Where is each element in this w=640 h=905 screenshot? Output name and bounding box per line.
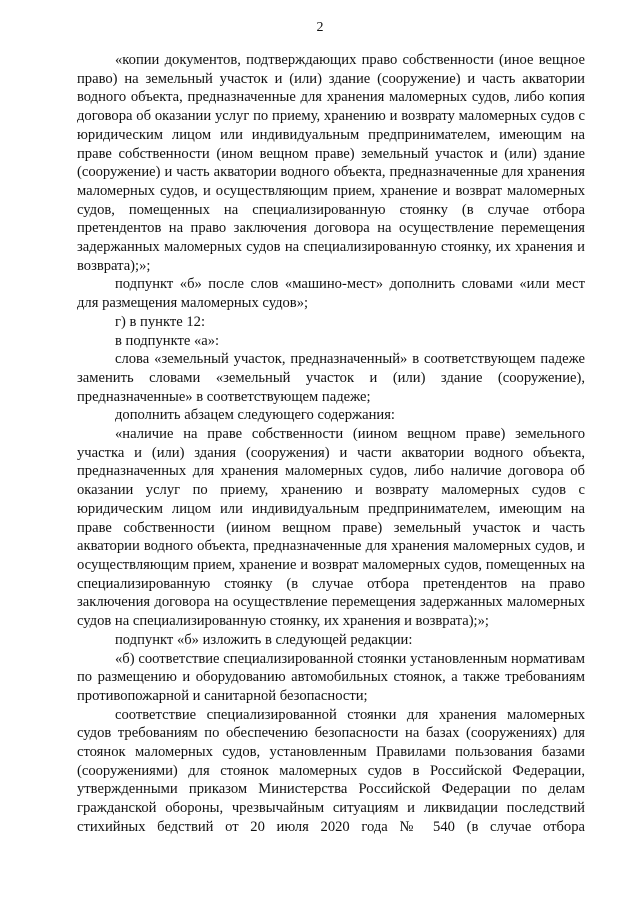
document-body (77, 51, 585, 837)
paragraph-item-2: подпункт «б» после слов «машино-мест» дополнить словами «или мест для размещения маломерных судов»; (77, 276, 585, 312)
paragraph-item-1: «копии документов, подтверждающих право собственности (иное вещное право) на земельный участок и (или) здание (сооружение) и часть акватории водного объекта, предназначенные для хранения маломерных судов, либо копия договора об оказании услуг по приему, хранению и возврату маломерных судов с юридическим лицом или индивидуальным предпринимателем, имеющим на праве собственности (ином вещном праве) земельный участок и (или) здание (сооружение) и часть акватории водного объекта, предназначенные для хранения маломерных судов, и осуществляющим прием, хранение и возврат маломерных судов, помещенных на специализированную стоянку (в случае отбора претендентов на право заключения договора на осуществление перемещения задержанных маломерных судов на специализированную стоянку, их хранения и возврата);»; (77, 52, 585, 274)
paragraph-item-6: дополнить абзацем следующего содержания: (115, 407, 395, 424)
paragraph-item-3: г) в пункте 12: (115, 313, 205, 330)
page-number: 2 (316, 20, 324, 35)
paragraph-item-7: «наличие на праве собственности (иином вещном праве) земельного участка и (или) здания (сооружения) и части акватории водного объекта, предназначенных для хранения маломерных судов, либо наличие договора об оказании услуг по приему, хранению и возврату маломерных судов с юридическим лицом или индивидуальным предпринимателем, имеющим на праве собственности (иином вещном праве) земельный участок и часть акватории водного объекта, предназначенные для хранения маломерных судов, и осуществляющим прием, хранение и возврат маломерных судов, помещенных на специализированную стоянку (в случае отбора претендентов на право заключения договора на осуществление перемещения задержанных маломерных судов на специализированную стоянку, их хранения и возврата);»; (77, 426, 585, 630)
paragraph-item-10: соответствие специализированной стоянки для хранения маломерных судов требованиям по обеспечению безопасности на базах (сооружениях) для стоянок маломерных судов, установленным Правилами пользования базами (сооружениями) для стоянок маломерных судов в Российской Федерации, утвержденными приказом Министерства Российской Федерации по делам гражданской обороны, чрезвычайным ситуациям и ликвидации последствий стихийных бедствий от 20 июля 2020 года № 540 (в случае отбора (77, 706, 585, 835)
paragraph-item-5: слова «земельный участок, предназначенный» в соответствующем падеже заменить словами «земельный участок и (или) здание (сооружение), предназначенные» в соответствующем падеже; (77, 351, 585, 405)
paragraph-item-8: подпункт «б» изложить в следующей редакции: (115, 631, 413, 648)
paragraph-item-9: «б) соответствие специализированной стоянки установленным нормативам по размещению и оборудованию автомобильных стоянок, а также требованиям противопожарной и санитарной безопасности; (77, 650, 585, 704)
paragraph-item-4: в подпункте «а»: (115, 332, 220, 349)
